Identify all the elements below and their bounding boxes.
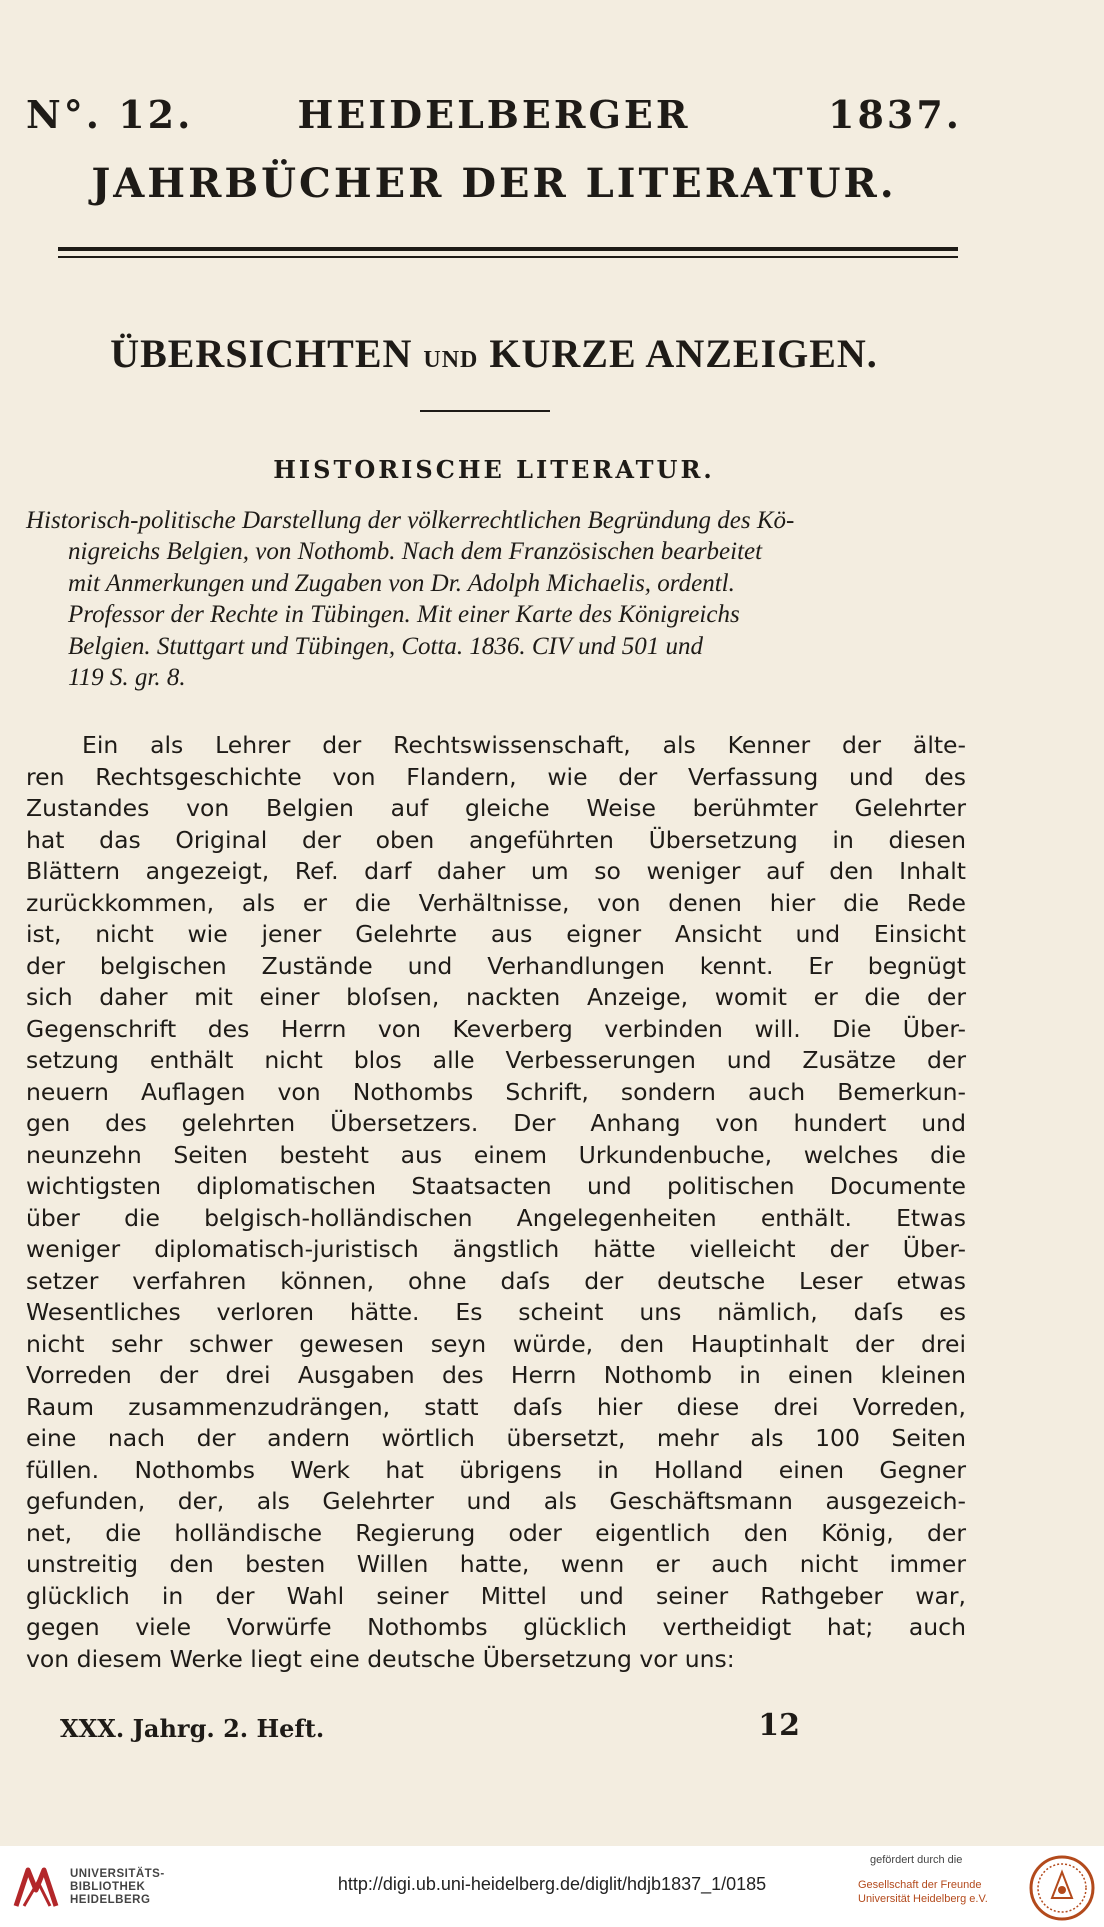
university-seal-icon — [1028, 1854, 1096, 1922]
citation-line: mit Anmerkungen und Zugaben von Dr. Adolph Michaelis, ordentl. — [68, 569, 735, 597]
volume-signature: XXX. Jahrg. 2. Heft. — [60, 1714, 325, 1743]
masthead — [26, 92, 962, 144]
sponsor-label: gefördert durch die — [870, 1854, 963, 1866]
body-line: net, die holländische Regierung oder eigentlich den König, der — [26, 1518, 966, 1547]
body-line: Vorreden der drei Ausgaben des Herrn Nothomb in einen kleinen — [26, 1361, 966, 1389]
issue-number: N°. 12. — [26, 92, 194, 137]
digitization-footer — [0, 1846, 1104, 1927]
body-line: ist, nicht wie jener Gelehrte aus eigner Ansicht und Einsicht — [26, 920, 966, 948]
body-line: der belgischen Zustände und Verhandlungen kennt. Er begnügt — [26, 951, 966, 980]
citation-line: 119 S. gr. 8. — [68, 664, 186, 692]
body-line: Gegenschrift des Herrn von Keverberg verbinden will. Die Über- — [26, 1014, 966, 1043]
citation-line: Belgien. Stuttgart und Tübingen, Cotta. 1836. CIV und 501 und — [68, 632, 703, 660]
issue-year: 1837. — [828, 92, 962, 137]
body-line: neunzehn Seiten besteht aus einem Urkundenbuche, welches die — [26, 1140, 966, 1169]
body-line: neuern Auflagen von Nothombs Schrift, sondern auch Bemerkun- — [26, 1077, 966, 1106]
section-title-part-a: ÜBERSICHTEN — [110, 331, 413, 376]
body-line: hat das Original der oben angeführten Übersetzung in diesen — [26, 825, 966, 854]
citation-line: Professor der Rechte in Tübingen. Mit einer Karte des Königreichs — [68, 601, 740, 629]
sponsor-name-line: Universität Heidelberg e.V. — [858, 1893, 988, 1905]
body-line: weniger diplomatisch-juristisch ängstlich hätte vielleicht der Über- — [26, 1235, 966, 1263]
header-rule-thick — [58, 247, 958, 251]
body-line: glücklich in der Wahl seiner Mittel und seiner Rathgeber war, — [26, 1581, 966, 1610]
signature-line — [60, 1708, 800, 1748]
header-rule-thin — [58, 256, 958, 258]
subsection-title: HISTORISCHE LITERATUR. — [273, 455, 715, 484]
body-line: gefunden, der, als Gelehrter und als Geschäftsmann ausgezeich- — [26, 1487, 966, 1515]
book-citation — [26, 505, 956, 693]
sponsor-name — [858, 1878, 988, 1906]
body-line: ren Rechtsgeschichte von Flandern, wie der Verfassung und des — [26, 762, 966, 791]
body-line: eine nach der andern wörtlich übersetzt, mehr als 100 Seiten — [26, 1424, 966, 1452]
section-divider — [420, 410, 550, 412]
body-line: wichtigsten diplomatischen Staatsacten und politischen Documente — [26, 1172, 966, 1200]
body-line: gen des gelehrten Übersetzers. Der Anhang von hundert und — [26, 1109, 966, 1137]
body-line: Raum zusammenzudrängen, statt daſs hier diese drei Vorreden, — [26, 1392, 966, 1421]
body-line: nicht sehr schwer gewesen seyn würde, den Hauptinhalt der drei — [26, 1329, 966, 1358]
body-line: über die belgisch-holländischen Angelegenheiten enthält. Etwas — [26, 1203, 966, 1232]
body-line: setzung enthält nicht blos alle Verbesserungen und Zusätze der — [26, 1046, 966, 1074]
body-line: Wesentliches verloren hätte. Es scheint uns nämlich, daſs es — [26, 1298, 966, 1326]
body-line: zurückkommen, als er die Verhältnisse, von denen hier die Rede — [26, 888, 966, 917]
body-line: füllen. Nothombs Werk hat übrigens in Holland einen Gegner — [26, 1455, 966, 1484]
library-name-line: HEIDELBERG — [70, 1894, 151, 1906]
library-name-line: UNIVERSITÄTS- — [70, 1868, 165, 1880]
body-line: Blättern angezeigt, Ref. darf daher um so weniger auf den Inhalt — [26, 857, 966, 885]
body-line: setzer verfahren können, ohne daſs der deutsche Leser etwas — [26, 1266, 966, 1295]
body-line: sich daher mit einer bloſsen, nackten Anzeige, womit er die der — [26, 983, 966, 1011]
permalink-url[interactable]: http://digi.ub.uni-heidelberg.de/diglit/hdjb1837_1/0185 — [337, 1874, 767, 1894]
library-name-line: BIBLIOTHEK — [70, 1881, 146, 1893]
body-line: Ein als Lehrer der Rechtswissenschaft, als Kenner der älte- — [82, 731, 966, 759]
journal-name: HEIDELBERGER — [297, 92, 691, 137]
section-title — [26, 330, 962, 377]
sponsor-name-line: Gesellschaft der Freunde — [858, 1879, 982, 1891]
review-body — [26, 730, 966, 1675]
sheet-number: 12 — [758, 1708, 800, 1743]
body-line: gegen viele Vorwürfe Nothombs glücklich vertheidigt hat; auch — [26, 1613, 966, 1641]
section-title-und: UND — [423, 347, 479, 373]
body-line: von diesem Werke liegt eine deutsche Übersetzung vor uns: — [26, 1644, 735, 1673]
citation-line: nigreichs Belgien, von Nothomb. Nach dem Französischen bearbeitet — [68, 538, 763, 566]
body-line: unstreitig den besten Willen hatte, wenn er auch nicht immer — [26, 1550, 966, 1578]
journal-subtitle: JAHRBÜCHER DER LITERATUR. — [91, 160, 897, 207]
section-title-part-b: KURZE ANZEIGEN. — [489, 331, 878, 376]
body-line: Zustandes von Belgien auf gleiche Weise berühmter Gelehrter — [26, 794, 966, 822]
citation-line: Historisch-politische Darstellung der völkerrechtlichen Begründung des Kö- — [26, 507, 795, 534]
